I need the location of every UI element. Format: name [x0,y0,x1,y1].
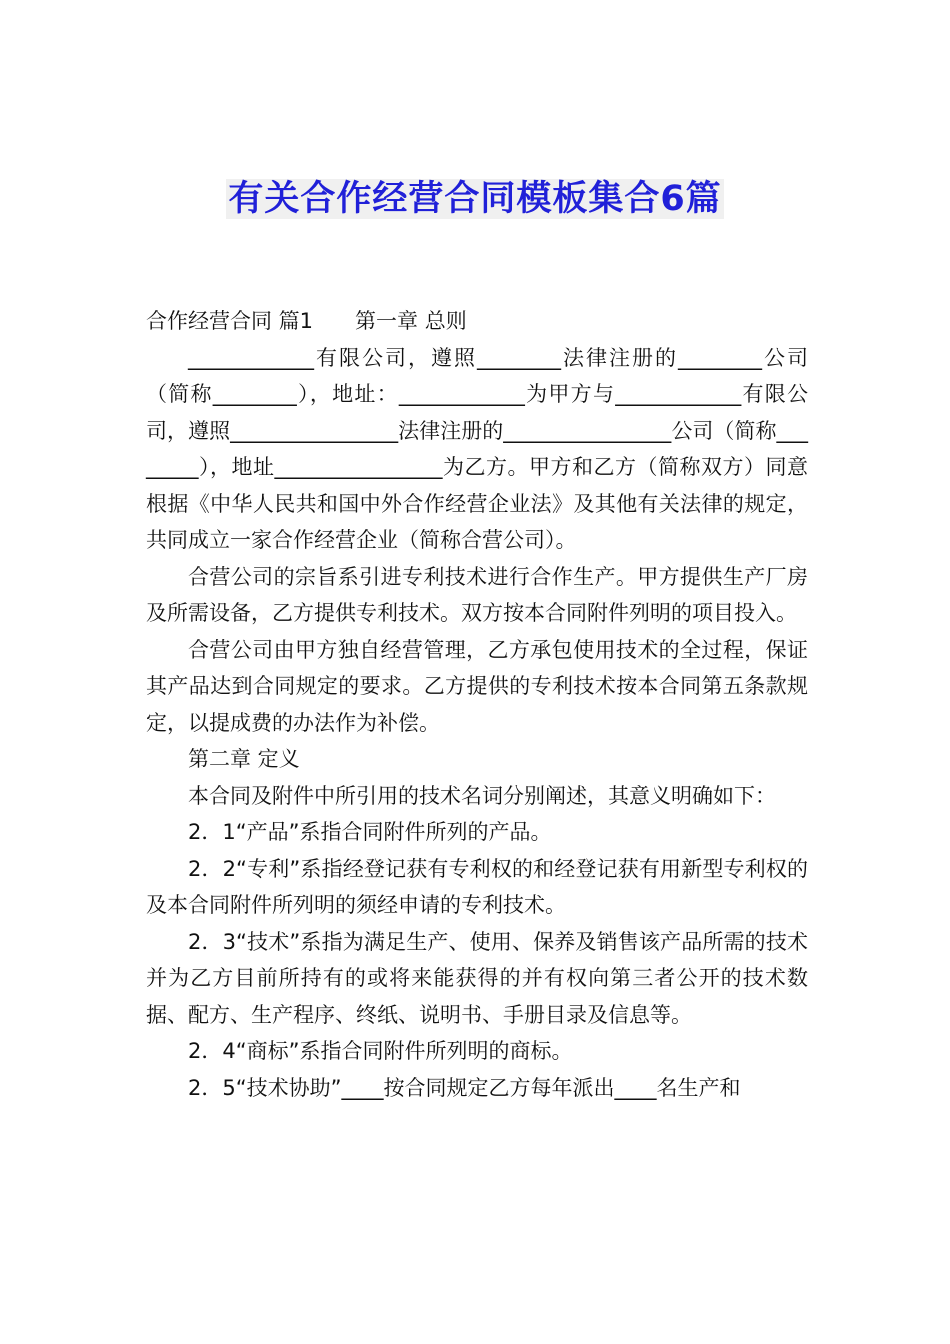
paragraph-parties: ____________有限公司，遵照________法律注册的________公司（简称________），地址：____________为甲方与____________有限公司，遵照________________法律注册的________________公司（简称________），地址________________为乙方。甲方和乙方（简称双方）同意根据《中华人民共和国中外合作经营企业法》及其他有关法律的规定，共同成立一家合作经营企业（简称合营公司）。 [146,345,808,552]
section-heading-line [146,303,808,340]
chapter-two-heading: 第二章 定义 [188,747,300,771]
chapter-one-heading: 第一章 总则 [355,309,467,333]
definition-technology: 2．3“技术”系指为满足生产、使用、保养及销售该产品所需的技术并为乙方目前所持有的或将来能获得的并有权向第三者公开的技术数据、配方、生产程序、终纸、说明书、手册目录及信息等。 [146,929,808,1027]
contract-number-label: 合作经营合同 篇1 [146,309,314,333]
paragraph-management: 合营公司由甲方独自经营管理，乙方承包使用技术的全过程，保证其产品达到合同规定的要求。乙方提供的专利技术按本合同第五条款规定，以提成费的办法作为补偿。 [146,637,808,735]
definition-product: 2．1“产品”系指合同附件所列的产品。 [188,820,552,844]
definition-patent: 2．2“专利”系指经登记获有专利权的和经登记获有用新型专利权的及本合同附件所列明的须经申请的专利技术。 [146,856,808,917]
document-body [146,303,808,1106]
paragraph-purpose: 合营公司的宗旨系引进专利技术进行合作生产。甲方提供生产厂房及所需设备，乙方提供专利技术。双方按本合同附件列明的项目投入。 [146,564,808,625]
document-title [0,174,950,224]
paragraph-definitions-intro: 本合同及附件中所引用的技术名词分别阐述，其意义明确如下： [188,783,776,808]
definition-trademark: 2．4“商标”系指合同附件所列明的商标。 [188,1039,573,1063]
definition-technical-assistance: 2．5“技术协助”____按合同规定乙方每年派出____名生产和 [188,1075,741,1100]
document-title-text: 有关合作经营合同模板集合6篇 [228,179,722,219]
